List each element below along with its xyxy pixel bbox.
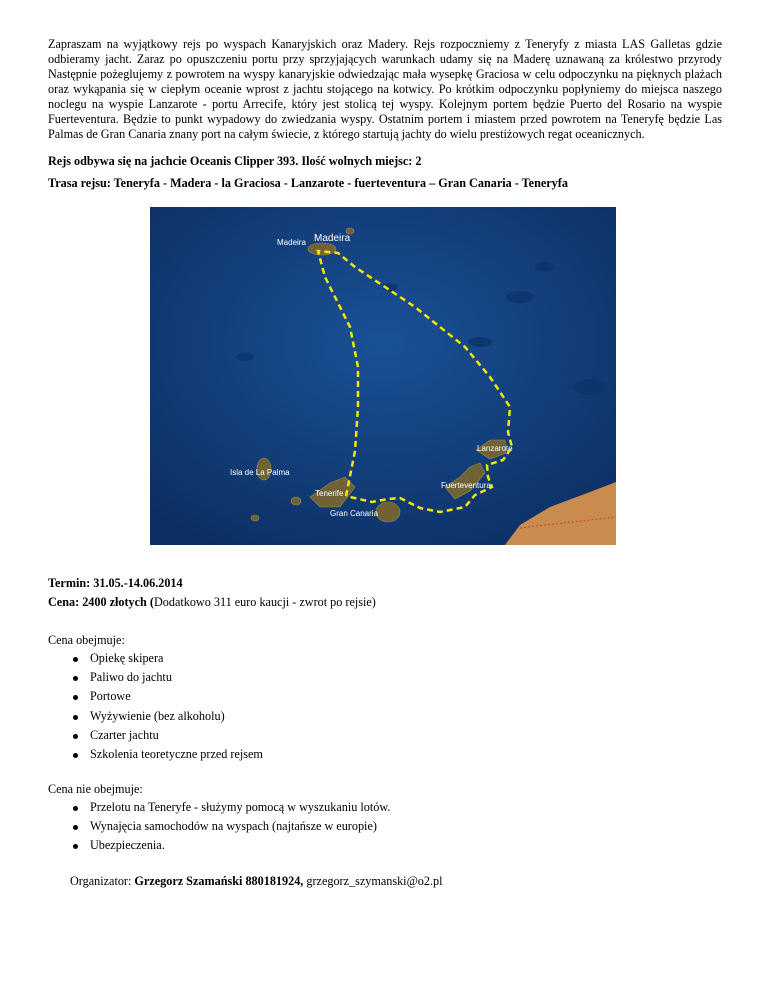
route-map [150, 207, 616, 545]
list-item: Wyżywienie (bez alkoholu) [48, 707, 263, 726]
price [48, 595, 376, 610]
organizer-label: Organizator: [70, 874, 135, 888]
label-madeira: Madeira [314, 233, 351, 244]
list-item: Ubezpieczenia. [48, 836, 390, 855]
ocean [150, 207, 616, 545]
island-la-gomera [291, 497, 301, 505]
list-item: Wynajęcia samochodów na wyspach (najtańsze w europie) [48, 817, 390, 836]
list-item: Opiekę skipera [48, 649, 263, 668]
list-item: Czarter jachtu [48, 726, 263, 745]
route-map-svg [150, 207, 616, 545]
price-deposit: Dodatkowo 311 euro kaucji - zwrot po rejsie) [153, 595, 376, 609]
label-la-palma: Isla de La Palma [230, 468, 290, 477]
includes-list [48, 649, 263, 764]
label-fuerteventura: Fuerteventura [441, 481, 491, 490]
organizer-name: Grzegorz Szamański 880181924, [134, 874, 304, 888]
list-item: Przelotu na Teneryfe - służymy pomocą w wyszukaniu lotów. [48, 798, 390, 817]
yacht-info: Rejs odbywa się na jachcie Oceanis Clipper 393. Ilość wolnych miejsc: 2 [48, 154, 422, 168]
organizer-email: grzegorz_szymanski@o2.pl [306, 874, 443, 888]
island-gran-canaria [376, 502, 400, 522]
excludes-list [48, 798, 390, 856]
dates [48, 576, 183, 591]
excludes-title: Cena nie obejmuje: [48, 782, 143, 796]
label-tenerife: Tenerife [315, 489, 344, 498]
price-bold: Cena: 2400 złotych ( [48, 595, 154, 609]
label-madeira-small: Madeira [277, 238, 306, 247]
organizer [70, 874, 443, 889]
route-info: Trasa rejsu: Teneryfa - Madera - la Graciosa - Lanzarote - fuerteventura – Gran Canaria - Teneryfa [48, 176, 568, 190]
island-el-hierro [251, 515, 259, 521]
list-item: Szkolenia teoretyczne przed rejsem [48, 745, 263, 764]
list-item: Portowe [48, 687, 263, 706]
intro-paragraph: Zapraszam na wyjątkowy rejs po wyspach Kanaryjskich oraz Madery. Rejs rozpoczniemy z Teneryfy z miasta LAS Galletas gdzie odbieramy jacht. Zaraz po opuszczeniu portu przy sprzyjających warunkach udamy się na Maderę uznawaną za królestwo przyrody Następnie pożeglujemy z powrotem na wyspy kanaryjskie odwiedzając mała wysepkę Graciosa w celu odpoczynku na pięknych plażach oraz wykąpania się w ciepłym oceanie wprost z jachtu stojącego na kotwicy. Po krótkim odpoczynku popłyniemy do miejsca naszego noclegu na wyspie Lanzarote - portu Arrecife, który jest stolicą tej wyspy. Kolejnym portem będzie Puerto del Rosario na wyspie Fuerteventura. Będzie to punkt wypadowy do zwiedzania wyspy. Ostatnim portem i miastem przed powrotem na Teneryfę będzie Las Palmas de Gran Canaria znany port na całym świecie, z którego startują jachty do wielu prestiżowych regat oceanicznych. [48, 37, 722, 141]
list-item: Paliwo do jachtu [48, 668, 263, 687]
label-lanzarote: Lanzarote [477, 444, 513, 453]
includes-title: Cena obejmuje: [48, 633, 125, 647]
island-madeira [308, 243, 336, 255]
label-gran-canaria: Gran Canaria [330, 509, 379, 518]
dates-text: Termin: 31.05.-14.06.2014 [48, 576, 183, 590]
